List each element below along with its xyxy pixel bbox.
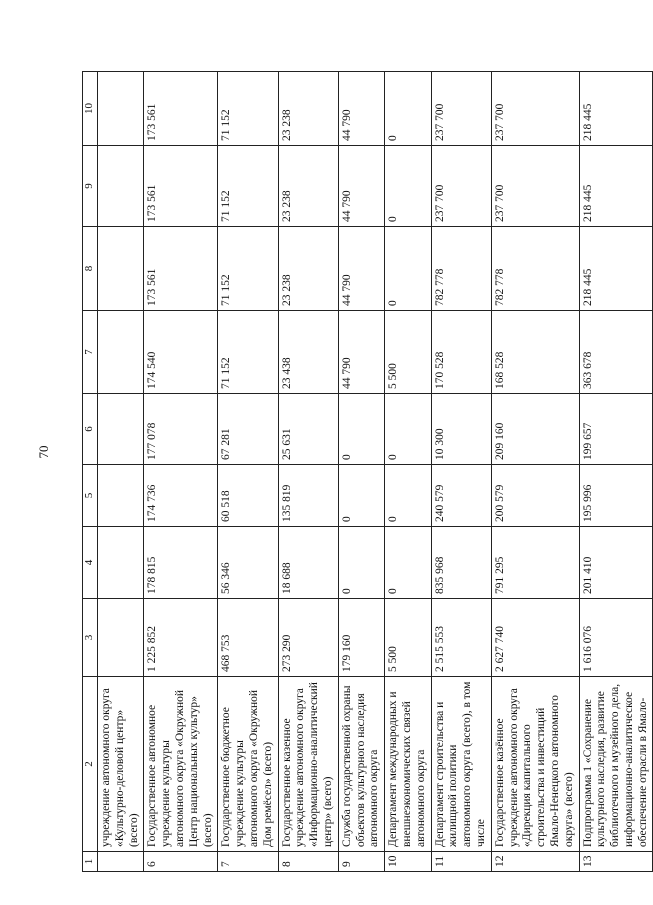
value-cell: 0 (338, 465, 384, 527)
row-name-cell: Департамент международных и внешнеэкономических связей автономного округа (385, 677, 431, 852)
row-number-cell: 6 (144, 852, 218, 872)
value-cell: 0 (385, 527, 431, 599)
row-name-cell: Служба государственной охраны объектов культурного наследия автономного округа (338, 677, 384, 852)
row-name-cell: учреждение автономного округа «Культурно-деловой центр» (всего) (98, 677, 144, 852)
value-cell: 209 160 (491, 394, 579, 465)
value-cell: 25 631 (278, 394, 338, 465)
value-cell: 71 152 (218, 146, 278, 227)
value-cell: 173 561 (144, 146, 218, 227)
value-cell: 60 518 (218, 465, 278, 527)
value-cell: 195 996 (579, 465, 653, 527)
value-cell: 71 152 (218, 227, 278, 311)
value-cell: 782 778 (491, 227, 579, 311)
row-number-cell (98, 852, 144, 872)
value-cell: 237 700 (431, 146, 491, 227)
value-cell: 44 790 (338, 146, 384, 227)
value-cell: 363 678 (579, 311, 653, 394)
column-number-1: 1 (83, 852, 98, 872)
value-cell: 23 438 (278, 311, 338, 394)
table-row (98, 72, 144, 872)
value-cell: 199 657 (579, 394, 653, 465)
row-name-cell: Государственное автономное учреждение культуры автономного округа «Окружной Центр национальных культур» (всего) (144, 677, 218, 852)
value-cell: 56 346 (218, 527, 278, 599)
row-name-cell: Государственное казенное учреждение автономного округа «Информационно-аналитический центр» (всего) (278, 677, 338, 852)
column-number-10: 10 (83, 72, 98, 146)
row-name-cell: Подпрограмма 1 «Сохранение культурного наследия, развитие библиотечного и музейного дела, информационно-аналитическое обеспечение отрасли в Ямало- (579, 677, 653, 852)
value-cell (98, 394, 144, 465)
value-cell: 0 (385, 394, 431, 465)
value-cell: 168 528 (491, 311, 579, 394)
value-cell (98, 311, 144, 394)
value-cell (98, 465, 144, 527)
budget-table (82, 71, 653, 872)
value-cell: 44 790 (338, 311, 384, 394)
value-cell: 200 579 (491, 465, 579, 527)
value-cell (98, 527, 144, 599)
table-row (431, 72, 491, 872)
value-cell: 18 688 (278, 527, 338, 599)
value-cell: 10 300 (431, 394, 491, 465)
column-number-4: 4 (83, 527, 98, 599)
value-cell: 179 160 (338, 599, 384, 677)
value-cell: 67 281 (218, 394, 278, 465)
value-cell: 174 736 (144, 465, 218, 527)
value-cell (98, 599, 144, 677)
header-row (83, 72, 98, 872)
value-cell: 782 778 (431, 227, 491, 311)
value-cell: 174 540 (144, 311, 218, 394)
table-row (579, 72, 653, 872)
value-cell: 173 561 (144, 227, 218, 311)
value-cell: 237 700 (431, 72, 491, 146)
value-cell: 5 500 (385, 599, 431, 677)
value-cell: 240 579 (431, 465, 491, 527)
value-cell: 0 (385, 227, 431, 311)
value-cell (98, 146, 144, 227)
value-cell: 177 078 (144, 394, 218, 465)
value-cell: 23 238 (278, 72, 338, 146)
value-cell: 201 410 (579, 527, 653, 599)
row-number-cell: 8 (278, 852, 338, 872)
value-cell: 237 700 (491, 146, 579, 227)
value-cell: 71 152 (218, 311, 278, 394)
value-cell: 218 445 (579, 72, 653, 146)
value-cell: 0 (338, 394, 384, 465)
page-number: 70 (36, 445, 51, 459)
value-cell: 2 515 553 (431, 599, 491, 677)
value-cell: 44 790 (338, 227, 384, 311)
row-number-cell: 10 (385, 852, 431, 872)
row-name-cell: Департамент строительства и жилищной политики автономного округа (всего), в том числе (431, 677, 491, 852)
table-row (385, 72, 431, 872)
row-number-cell: 7 (218, 852, 278, 872)
column-number-2: 2 (83, 677, 98, 852)
row-number-cell: 13 (579, 852, 653, 872)
value-cell: 44 790 (338, 72, 384, 146)
value-cell: 5 500 (385, 311, 431, 394)
row-number-cell: 11 (431, 852, 491, 872)
value-cell: 273 290 (278, 599, 338, 677)
value-cell: 835 968 (431, 527, 491, 599)
value-cell: 1 616 076 (579, 599, 653, 677)
table-row (491, 72, 579, 872)
value-cell (98, 72, 144, 146)
column-number-3: 3 (83, 599, 98, 677)
table-row (278, 72, 338, 872)
column-number-7: 7 (83, 311, 98, 394)
row-number-cell: 9 (338, 852, 384, 872)
value-cell: 218 445 (579, 146, 653, 227)
value-cell: 237 700 (491, 72, 579, 146)
value-cell: 468 753 (218, 599, 278, 677)
column-number-9: 9 (83, 146, 98, 227)
table-row (218, 72, 278, 872)
value-cell: 0 (385, 146, 431, 227)
table-row (338, 72, 384, 872)
value-cell: 23 238 (278, 146, 338, 227)
value-cell: 218 445 (579, 227, 653, 311)
column-number-8: 8 (83, 227, 98, 311)
value-cell (98, 227, 144, 311)
value-cell: 1 225 852 (144, 599, 218, 677)
value-cell: 23 238 (278, 227, 338, 311)
row-number-cell: 12 (491, 852, 579, 872)
table-body (83, 72, 653, 872)
row-name-cell: Государственное казённое учреждение автономного округа «Дирекция капитального строительства и инвестиций Ямало-Ненецкого автономного округа» (всего) (491, 677, 579, 852)
value-cell: 0 (385, 465, 431, 527)
rotated-table-container (82, 72, 649, 872)
value-cell: 178 815 (144, 527, 218, 599)
column-number-6: 6 (83, 394, 98, 465)
row-name-cell: Государственное бюджетное учреждение культуры автономного округа «Окружной Дом ремёсел» (всего) (218, 677, 278, 852)
value-cell: 170 528 (431, 311, 491, 394)
column-number-5: 5 (83, 465, 98, 527)
value-cell: 791 295 (491, 527, 579, 599)
value-cell: 2 627 740 (491, 599, 579, 677)
value-cell: 71 152 (218, 72, 278, 146)
value-cell: 0 (338, 527, 384, 599)
table-row (144, 72, 218, 872)
value-cell: 0 (385, 72, 431, 146)
value-cell: 135 819 (278, 465, 338, 527)
value-cell: 173 561 (144, 72, 218, 146)
